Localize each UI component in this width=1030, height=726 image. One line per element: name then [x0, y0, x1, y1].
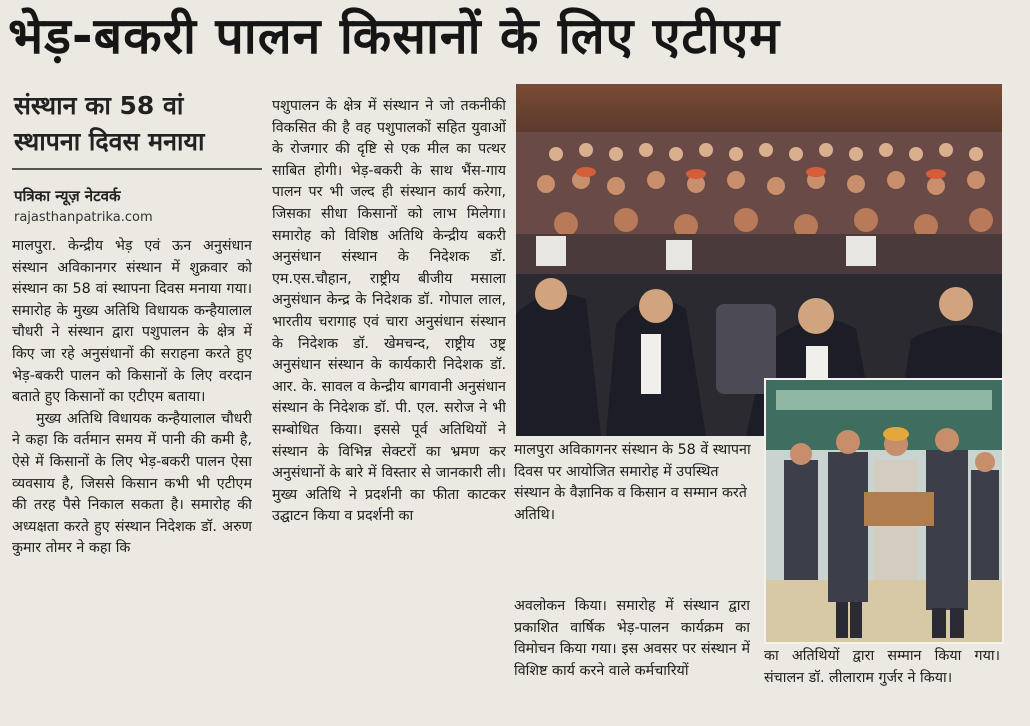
article-column-1 — [12, 236, 252, 722]
subheadline-line-2: स्थापना दिवस मनाया — [14, 127, 205, 156]
column-1-paragraph-1: मालपुरा. केन्द्रीय भेड़ एवं ऊन अनुसंधान संस्थान अविकानगर संस्थान में शुक्रवार को संस्थान का 58 वां स्थापना दिवस मनाया गया। समारोह के मुख्य अतिथि विधायक कन्हैयालाल चौधरी ने संस्थान द्वारा पशुपालन के क्षेत्र में किए जा रहे अनुसंधानों की सराहना करते हुए भेड़-बकरी पालन को किसानों के लिए वरदान बताते हुए किसानों का एटीएम बताया। — [12, 238, 252, 406]
headline: भेड़-बकरी पालन किसानों के लिए एटीएम — [8, 7, 781, 65]
subheadline-line-1: संस्थान का 58 वां — [14, 91, 184, 120]
website: rajasthanpatrika.com — [14, 210, 153, 225]
column-1-paragraph-2: मुख्य अतिथि विधायक कन्हैयालाल चौधरी ने कहा कि वर्तमान समय में पानी की कमी है, ऐसे में किसानों के लिए भेड़-बकरी पालन ऐसा व्यवसाय है, जिससे किसान कभी भी एटीएम की तरह पैसे निकाल सकता है। समारोह की अध्यक्षता करते हुए संस्थान निदेशक डॉ. अरुण कुमार तोमर ने कहा कि — [12, 410, 252, 557]
inset-photo-felicitation — [764, 378, 1004, 644]
photo-caption: मालपुरा अविकागनर संस्थान के 58 वें स्थापना दिवस पर आयोजित समारोह में उपस्थित संस्थान के वैज्ञानिक व किसान व सम्मान करते अतिथि। — [514, 442, 751, 523]
article-column-2 — [272, 96, 506, 722]
column-2-text: पशुपालन के क्षेत्र में संस्थान ने जो तकनीकी विकसित की है वह पशुपालकों सहित युवाओं के रोजगार की दृष्टि से एक मील का पत्थर साबित होगी। भेड़-बकरी के साथ भैंस-गाय पालन पर भी जल्द ही संस्थान कार्य करेगा, जिसका सीधा किसानों को लाभ मिलेगा। समारोह को विशिष्ठ अतिथि केन्द्रीय बकरी अनुसंधान संस्थान के निदेशक डॉ. एम.एस.चौहान, राष्ट्रीय बीजीय मसाला अनुसंधान केन्द्र के निदेशक डॉ. गोपाल लाल, भारतीय चरागाह एवं चारा अनुसंधान संस्थान के निदेशक डॉ. खेमचन्द, राष्ट्रीय उष्ट्र अनुसंधान संस्थान के कार्यकारी निदेशक डॉ. आर. के. सावल व केन्द्रीय बागवानी अनुसंधान संस्थान के निदेशक डॉ. पी. एल. सरोज ने भी सम्बोधित किया। इससे पूर्व अतिथियों ने संस्थान के विभिन्न सेक्टरों का भ्रमण कर अनुसंधानों के बारे में विस्तार से जानकारी ली। मुख्य अतिथि ने प्रदर्शनी का फीता काटकर उद्घाटन किया व प्रदर्शनी का — [272, 98, 506, 525]
byline: पत्रिका न्यूज़ नेटवर्क — [14, 187, 121, 205]
column-3-text: अवलोकन किया। समारोह में संस्थान द्वारा प्रकाशित वार्षिक भेड़-पालन कार्यक्रम का विमोचन किया गया। इस अवसर पर संस्थान में विशिष्ट कार्य करने वाले कर्मचारियों — [514, 598, 750, 679]
subheadline — [14, 88, 262, 160]
divider — [12, 168, 262, 170]
column-4-text: का अतिथियों द्वारा सम्मान किया गया। संचालन डॉ. लीलाराम गुर्जर ने किया। — [764, 648, 1000, 686]
article-column-3 — [514, 596, 750, 722]
article-column-4 — [764, 646, 1000, 722]
